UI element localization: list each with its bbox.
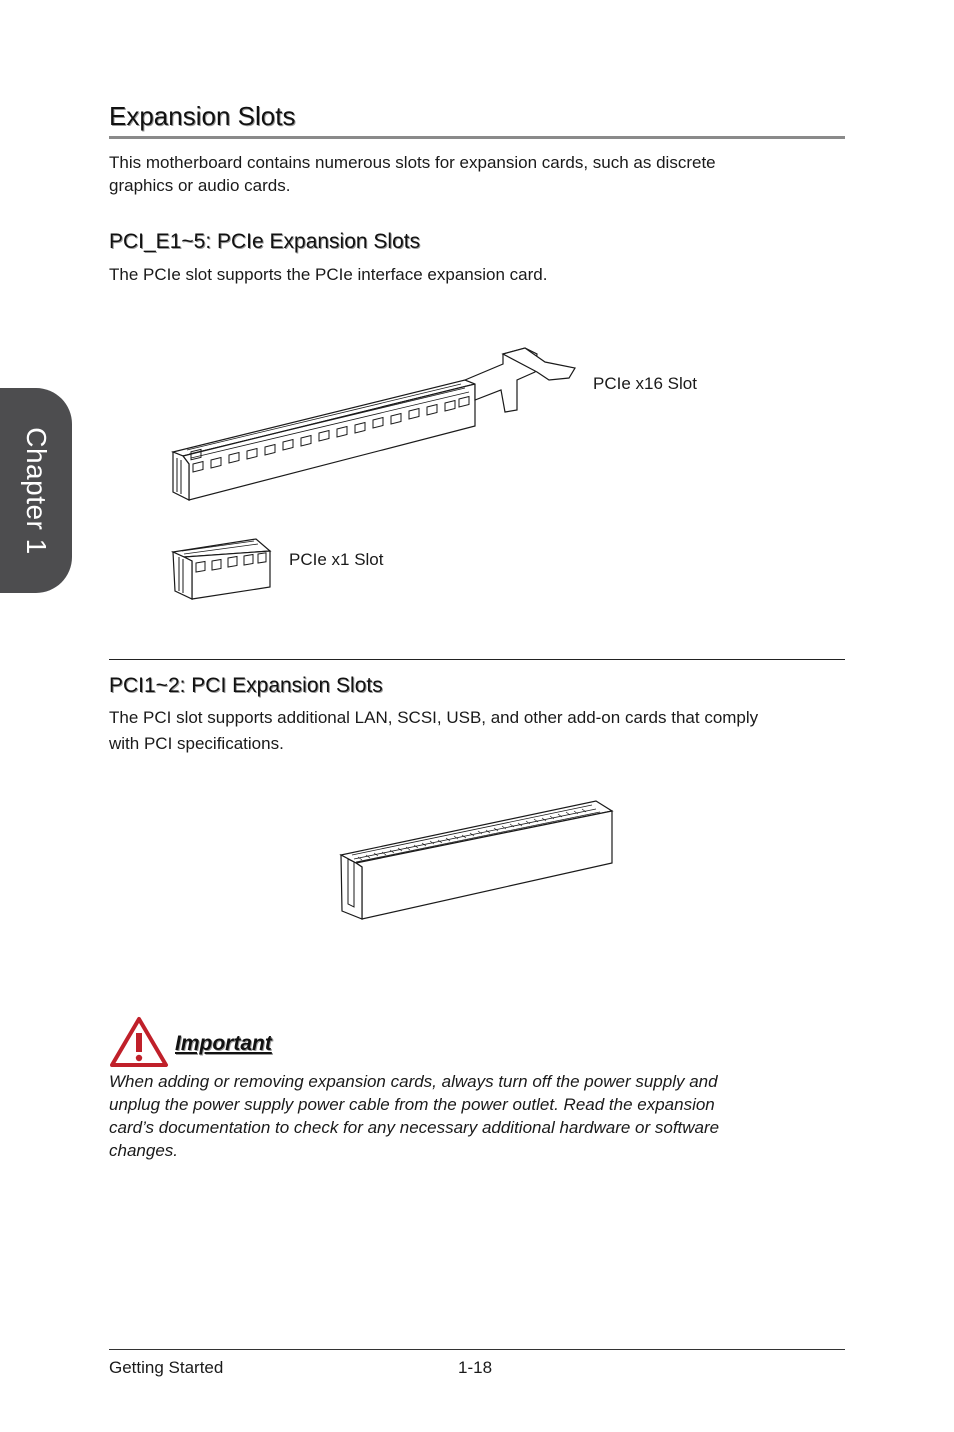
pcie-x1-slot-illustration bbox=[170, 535, 274, 603]
pci-heading: PCI1~2: PCI Expansion Slots bbox=[109, 674, 383, 697]
title-rule bbox=[109, 136, 845, 139]
page-title: Expansion Slots bbox=[109, 101, 296, 131]
important-text-line-2: unplug the power supply power cable from the power outlet. Read the expansion bbox=[109, 1095, 715, 1114]
important-note bbox=[109, 1070, 829, 1162]
important-title: Important bbox=[175, 1032, 272, 1055]
footer-page-number: 1-18 bbox=[458, 1358, 493, 1377]
pcie-description: The PCIe slot supports the PCIe interface expansion card. bbox=[109, 265, 548, 284]
pcie-heading: PCI_E1~5: PCIe Expansion Slots bbox=[109, 230, 421, 253]
pcie-x16-slot-illustration bbox=[165, 340, 585, 510]
pcie-x1-label: PCIe x1 Slot bbox=[289, 550, 384, 569]
important-text-line-4: changes. bbox=[109, 1141, 178, 1160]
pcie-x16-label: PCIe x16 Slot bbox=[593, 374, 697, 393]
intro-line-1: This motherboard contains numerous slots for expansion cards, such as discrete bbox=[109, 153, 716, 172]
intro-line-2: graphics or audio cards. bbox=[109, 176, 291, 195]
footer-section-name: Getting Started bbox=[109, 1358, 224, 1377]
important-text-line-1: When adding or removing expansion cards, always turn off the power supply and bbox=[109, 1072, 718, 1091]
warning-icon bbox=[109, 1016, 169, 1068]
important-text-line-3: card’s documentation to check for any necessary additional hardware or software bbox=[109, 1118, 720, 1137]
pci-description-line-1: The PCI slot supports additional LAN, SCSI, USB, and other add-on cards that comply bbox=[109, 708, 759, 727]
chapter-label: Chapter 1 bbox=[21, 426, 52, 555]
section-divider bbox=[109, 659, 845, 660]
chapter-tab bbox=[0, 388, 72, 593]
pci-slot-illustration bbox=[338, 797, 618, 925]
pci-description-line-2: with PCI specifications. bbox=[109, 734, 284, 753]
footer-rule bbox=[109, 1349, 845, 1350]
